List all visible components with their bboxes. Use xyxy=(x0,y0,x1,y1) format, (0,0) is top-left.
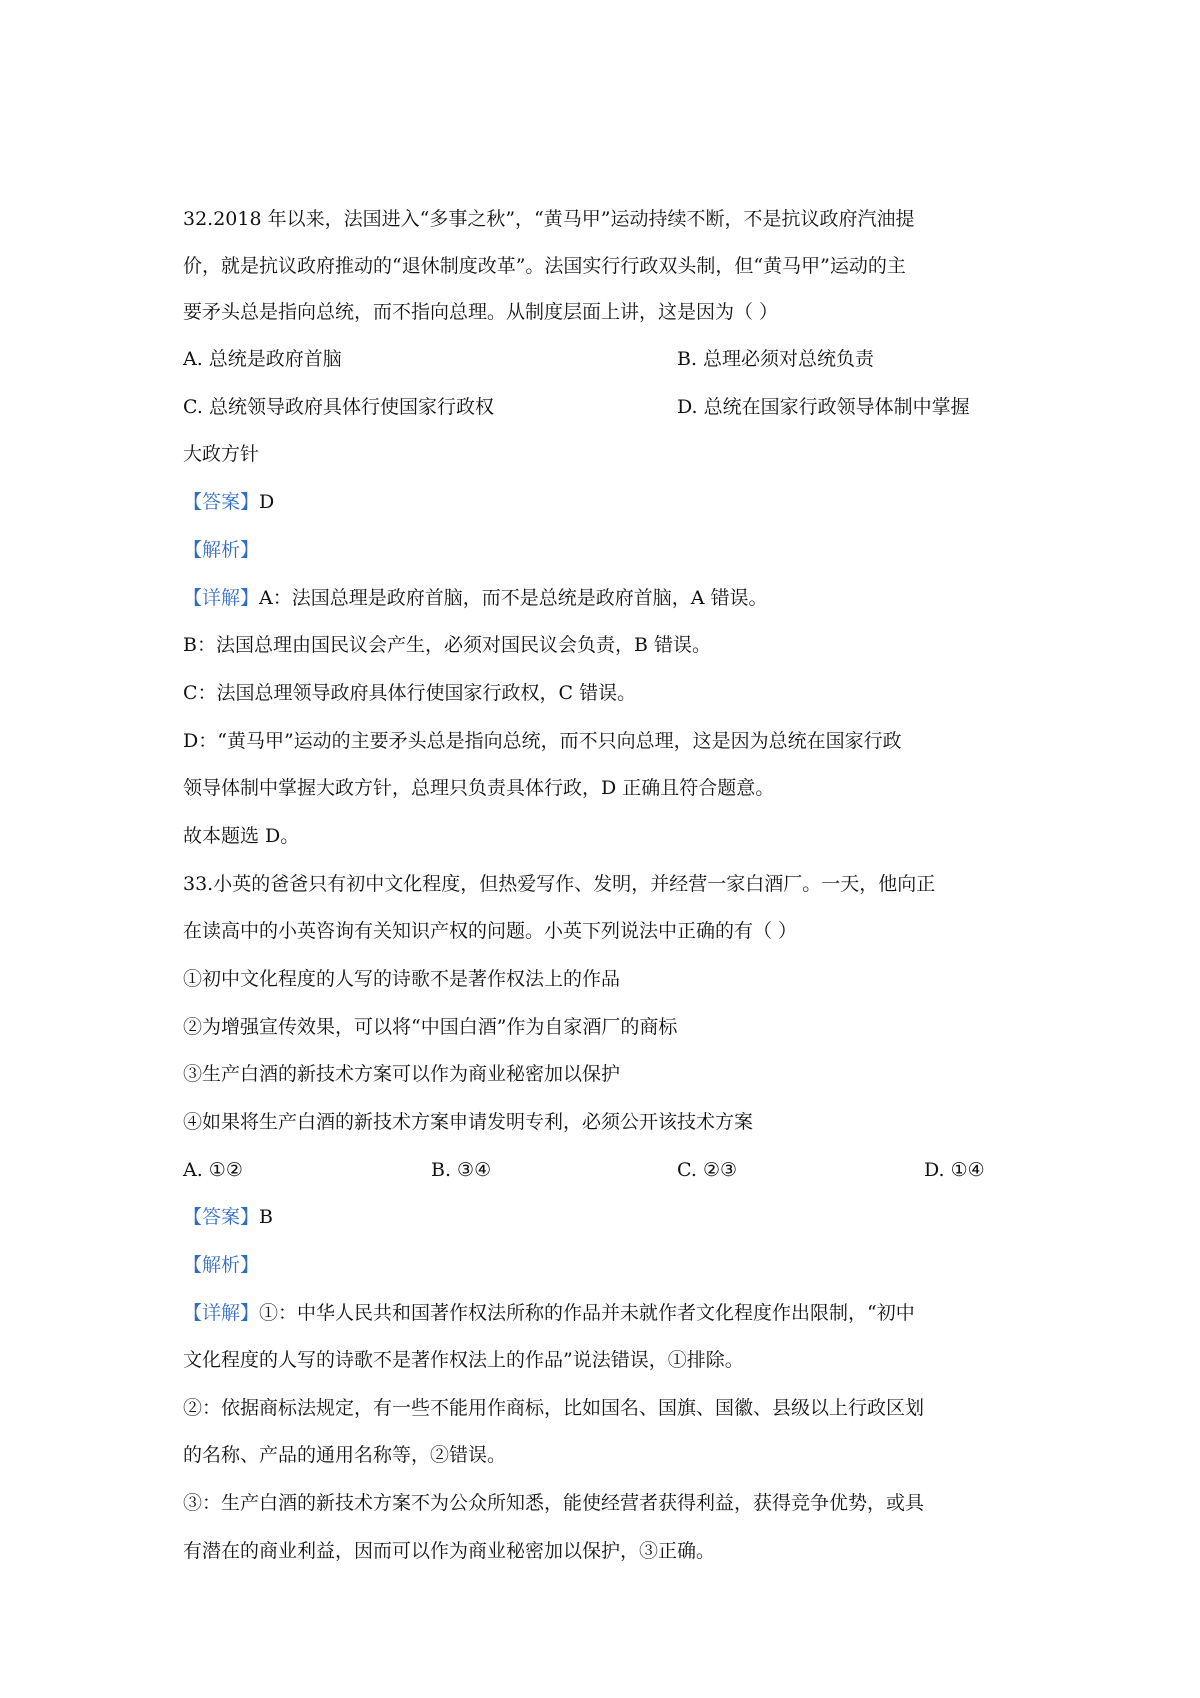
q32-stem-line-1: 32.2018 年以来，法国进入“多事之秋”，“黄马甲”运动持续不断，不是抗议政府汽油提 xyxy=(183,208,915,230)
q33-option-d: D. ①④ xyxy=(924,1159,985,1181)
q33-answer-tag: 【答案】 xyxy=(183,1206,260,1228)
q32-detail-tag: 【详解】 xyxy=(183,587,260,609)
q32-option-c: C. 总统领导政府具体行使国家行政权 xyxy=(183,396,494,418)
q33-detail-text-1: ①：中华人民共和国著作权法所称的作品并未就作者文化程度作出限制，“初中 xyxy=(259,1302,915,1324)
q32-detail-line-4: D：“黄马甲”运动的主要矛头总是指向总统，而不只向总理，这是因为总统在国家行政 xyxy=(183,730,902,752)
q32-detail-text-1: A：法国总理是政府首脑，而不是总统是政府首脑，A 错误。 xyxy=(259,587,768,609)
q33-answer xyxy=(183,1205,273,1229)
q33-option-c: C. ②③ xyxy=(677,1159,738,1181)
q33-answer-value: B xyxy=(259,1206,273,1228)
q32-analysis-tag: 【解析】 xyxy=(183,539,260,561)
q33-detail-line-4: 的名称、产品的通用名称等，②错误。 xyxy=(183,1444,507,1466)
q33-stem-line-1: 33.小英的爸爸只有初中文化程度，但热爱写作、发明，并经营一家白酒厂。一天，他向正 xyxy=(183,873,936,895)
q32-option-d-continued: 大政方针 xyxy=(183,443,260,465)
q33-statement-2: ②为增强宣传效果，可以将“中国白酒”作为自家酒厂的商标 xyxy=(183,1016,678,1038)
q33-option-b: B. ③④ xyxy=(431,1159,492,1181)
q32-option-d: D. 总统在国家行政领导体制中掌握 xyxy=(677,396,970,418)
q32-detail-line-6: 故本题选 D。 xyxy=(183,825,300,847)
q33-detail-tag: 【详解】 xyxy=(183,1302,260,1324)
q32-detail-line-3: C：法国总理领导政府具体行使国家行政权，C 错误。 xyxy=(183,682,637,704)
q32-option-b: B. 总理必须对总统负责 xyxy=(677,348,875,370)
q33-stem-line-2: 在读高中的小英咨询有关知识产权的问题。小英下列说法中正确的有（ ） xyxy=(183,920,798,942)
q32-answer-value: D xyxy=(259,491,275,513)
q32-answer-tag: 【答案】 xyxy=(183,491,260,513)
q32-answer xyxy=(183,490,274,514)
q32-stem-line-3: 要矛头总是指向总统，而不指向总理。从制度层面上讲，这是因为（ ） xyxy=(183,301,779,323)
q33-detail-line-2: 文化程度的人写的诗歌不是著作权法上的作品”说法错误，①排除。 xyxy=(183,1349,744,1371)
q33-option-a: A. ①② xyxy=(183,1159,243,1181)
q32-detail-line-1 xyxy=(183,586,768,610)
q33-detail-line-5: ③：生产白酒的新技术方案不为公众所知悉，能使经营者获得利益，获得竞争优势，或具 xyxy=(183,1492,925,1514)
q32-detail-line-5: 领导体制中掌握大政方针，总理只负责具体行政，D 正确且符合题意。 xyxy=(183,777,775,799)
q33-detail-line-3: ②：依据商标法规定，有一些不能用作商标，比如国名、国旗、国徽、县级以上行政区划 xyxy=(183,1397,925,1419)
q32-detail-line-2: B：法国总理由国民议会产生，必须对国民议会负责，B 错误。 xyxy=(183,634,711,656)
q33-statement-4: ④如果将生产白酒的新技术方案申请发明专利，必须公开该技术方案 xyxy=(183,1111,754,1133)
q32-option-a: A. 总统是政府首脑 xyxy=(183,348,342,370)
q32-stem-line-2: 价，就是抗议政府推动的“退休制度改革”。法国实行行政双头制，但“黄马甲”运动的主 xyxy=(183,255,906,277)
q33-analysis-tag: 【解析】 xyxy=(183,1254,260,1276)
q33-statement-3: ③生产白酒的新技术方案可以作为商业秘密加以保护 xyxy=(183,1063,621,1085)
q33-detail-line-1 xyxy=(183,1301,915,1325)
q33-detail-line-6: 有潜在的商业利益，因而可以作为商业秘密加以保护，③正确。 xyxy=(183,1540,716,1562)
q33-statement-1: ①初中文化程度的人写的诗歌不是著作权法上的作品 xyxy=(183,968,621,990)
